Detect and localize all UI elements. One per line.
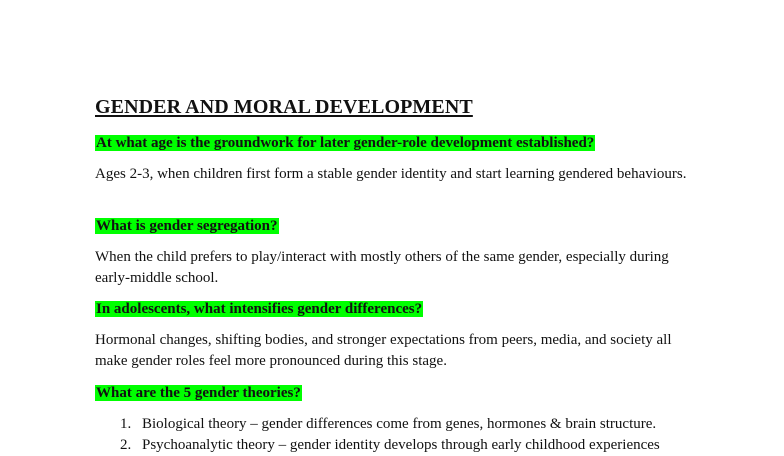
question-2 [95,217,279,236]
question-2-text: What is gender segregation? [96,218,278,234]
theories-list [120,414,660,456]
answer-2: When the child prefers to play/interact with mostly others of the same gender, especially during early-middle school. [95,249,669,286]
list-item-text: Psychoanalytic theory – gender identity develops through early childhood experiences [142,437,660,453]
list-item [120,435,660,456]
question-3 [95,300,423,319]
question-3-text: In adolescents, what intensifies gender differences? [96,301,423,317]
list-item [120,414,660,435]
question-1-text: At what age is the groundwork for later gender-role development established? [96,135,595,151]
list-item-text: Biological theory – gender differences come from genes, hormones & brain structure. [142,416,657,432]
answer-3: Hormonal changes, shifting bodies, and stronger expectations from peers, media, and society all make gender roles feel more pronounced during this stage. [95,332,672,369]
question-4-text: What are the 5 gender theories? [96,385,301,401]
list-item-number: 1. [120,416,132,432]
question-1 [95,134,595,153]
document-title: GENDER AND MORAL DEVELOPMENT [95,96,473,118]
answer-1: Ages 2-3, when children first form a stable gender identity and start learning gendered behaviours. [95,166,687,182]
list-item-number: 2. [120,437,132,453]
question-4 [95,384,302,403]
